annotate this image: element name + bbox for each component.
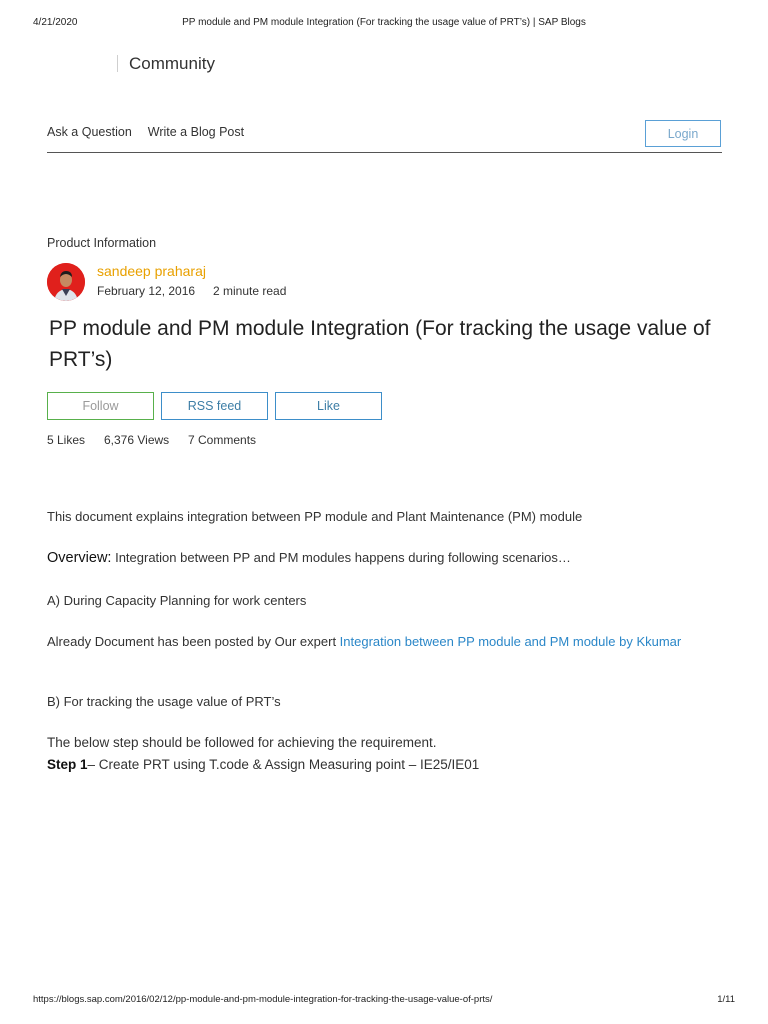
overview-paragraph: [47, 548, 727, 568]
nav-divider: [47, 152, 722, 153]
like-button[interactable]: Like: [275, 392, 382, 420]
rss-feed-button[interactable]: RSS feed: [161, 392, 268, 420]
nav-ask-question[interactable]: Ask a Question: [47, 125, 132, 139]
likes-count: 5 Likes: [47, 433, 86, 447]
nav-write-blog-post[interactable]: Write a Blog Post: [147, 125, 245, 139]
print-page-number: 1/11: [717, 994, 735, 1005]
community-brand[interactable]: Community: [129, 54, 215, 73]
integration-article-link[interactable]: Integration between PP module and PM module by Kkumar: [339, 634, 682, 649]
author-avatar[interactable]: [47, 263, 85, 301]
article-title: PP module and PM module Integration (For tracking the usage value of PRT’s): [49, 317, 711, 371]
views-count: 6,376 Views: [104, 433, 170, 447]
login-button[interactable]: Login: [645, 120, 721, 147]
step1-label: Step 1: [47, 757, 88, 772]
author-name[interactable]: sandeep praharaj: [97, 263, 206, 279]
step1-paragraph: [47, 757, 479, 772]
already-posted-paragraph: [47, 632, 727, 651]
product-tag[interactable]: Product Information: [47, 236, 157, 250]
intro-paragraph: This document explains integration between PP module and Plant Maintenance (PM) module: [47, 509, 583, 524]
point-a: A) During Capacity Planning for work centers: [47, 593, 307, 608]
follow-button[interactable]: Follow: [47, 392, 154, 420]
point-b: B) For tracking the usage value of PRT’s: [47, 694, 281, 709]
person-icon: [47, 263, 85, 301]
overview-label: Overview:: [47, 550, 112, 566]
already-text: Already Document has been posted by Our expert: [47, 634, 340, 649]
read-time: 2 minute read: [213, 284, 287, 298]
print-page-title: PP module and PM module Integration (For tracking the usage value of PRT’s) | SAP Blogs: [182, 17, 586, 28]
publish-date: February 12, 2016: [97, 284, 196, 298]
print-date: 4/21/2020: [33, 17, 78, 28]
top-nav: [47, 125, 244, 139]
step1-text: – Create PRT using T.code & Assign Measuring point – IE25/IE01: [87, 757, 480, 772]
brand-divider: [117, 55, 118, 72]
comments-count[interactable]: 7 Comments: [188, 433, 257, 447]
print-url: https://blogs.sap.com/2016/02/12/pp-module-and-pm-module-integration-for-tracking-the-usage-value-of-prts/: [33, 994, 493, 1005]
below-step-text: The below step should be followed for achieving the requirement.: [47, 735, 437, 750]
overview-text: Integration between PP and PM modules happens during following scenarios…: [111, 550, 571, 565]
